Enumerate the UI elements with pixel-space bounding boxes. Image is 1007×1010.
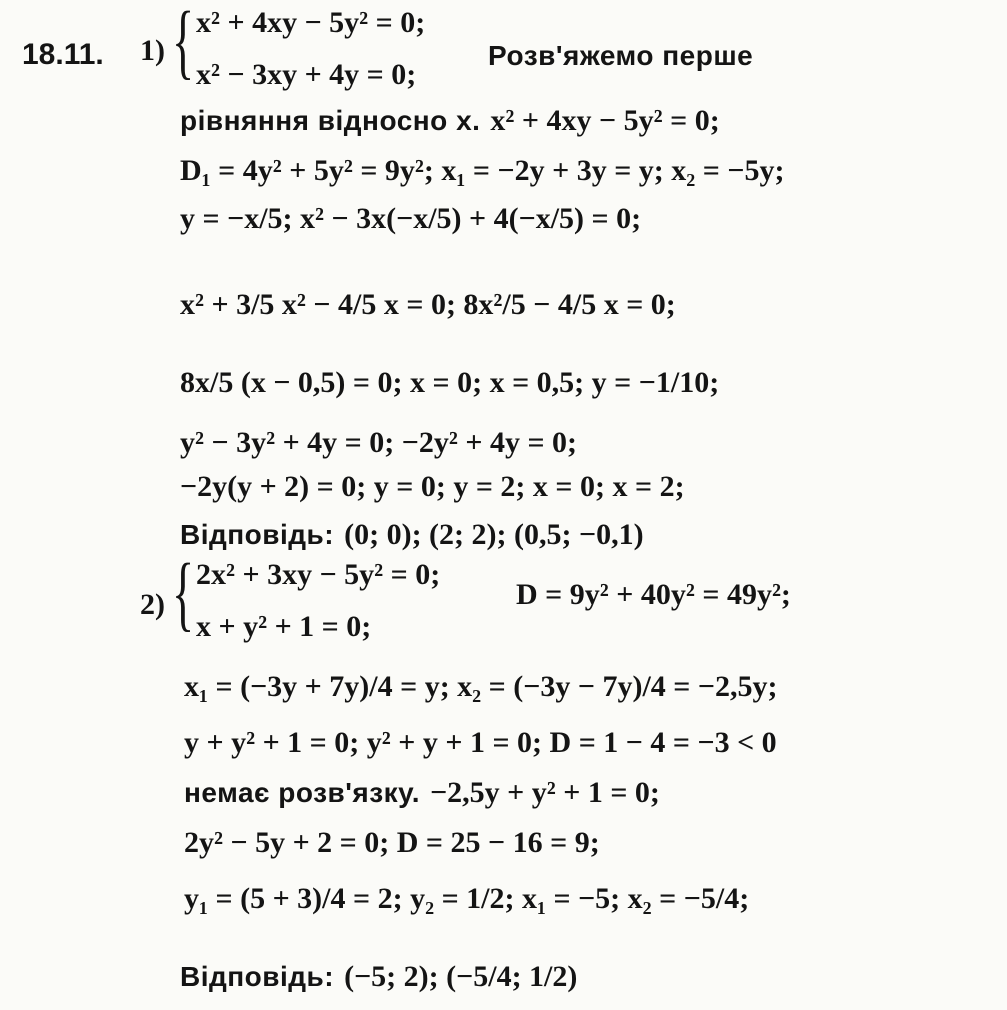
part2-line-5: 2y² − 5y + 2 = 0; D = 25 − 16 = 9; bbox=[184, 826, 600, 859]
part1-answer: (0; 0); (2; 2); (0,5; −0,1) bbox=[344, 518, 644, 551]
problem-number: 18.11. bbox=[22, 38, 104, 71]
part2-label: 2) bbox=[140, 588, 165, 621]
part2-line-2: x₁ = (−3y + 7y)/4 = y; x₂ = (−3y − 7y)/4 = −2,5y; bbox=[184, 670, 778, 703]
part2-line-4 bbox=[184, 778, 660, 808]
part2-line-3: y + y² + 1 = 0; y² + y + 1 = 0; D = 1 − 4 = −3 < 0 bbox=[184, 726, 777, 759]
part2-line-4-equation: −2,5y + y² + 1 = 0; bbox=[430, 776, 660, 809]
part2-line-4-text: немає розв'язку. bbox=[184, 777, 421, 808]
part1-line-4-text: y = −x/5; x² − 3x(−x/5) + 4(−x/5) = 0; bbox=[180, 202, 642, 235]
part1-answer-line bbox=[180, 520, 644, 550]
part1-intro-text: Розв'яжемо перше bbox=[488, 40, 754, 71]
system-brace: { bbox=[172, 0, 195, 88]
part1-equation-1: x² + 4xy − 5y² = 0; bbox=[196, 6, 426, 39]
part1-line-5: x² + 3/5 x² − 4/5 x = 0; 8x²/5 − 4/5 x = 0; bbox=[180, 288, 676, 321]
part2-line-6: y₁ = (5 + 3)/4 = 2; y₂ = 1/2; x₁ = −5; x₂ = −5/4; bbox=[184, 882, 750, 915]
part1-line-2-text: рівняння відносно x. bbox=[180, 105, 481, 136]
part2-answer-line bbox=[180, 962, 577, 992]
part1-line-3: D₁ = 4y² + 5y² = 9y²; x₁ = −2y + 3y = y; x₂ = −5y; bbox=[180, 154, 785, 187]
part1-label: 1) bbox=[140, 34, 165, 67]
part2-discriminant: D = 9y² + 40y² = 49y²; bbox=[516, 578, 791, 611]
part1-line-2-equation: x² + 4xy − 5y² = 0; bbox=[490, 104, 720, 137]
part2-answer: (−5; 2); (−5/4; 1/2) bbox=[344, 960, 578, 993]
part1-line-8: −2y(y + 2) = 0; y = 0; y = 2; x = 0; x = 2; bbox=[180, 470, 685, 503]
part1-equation-2: x² − 3xy + 4y = 0; bbox=[196, 58, 417, 91]
part1-line-7: y² − 3y² + 4y = 0; −2y² + 4y = 0; bbox=[180, 426, 578, 459]
system-brace: { bbox=[172, 547, 195, 640]
part1-line-2 bbox=[180, 106, 720, 136]
part2-equation-2: x + y² + 1 = 0; bbox=[196, 610, 372, 643]
part2-equation-1: 2x² + 3xy − 5y² = 0; bbox=[196, 558, 441, 591]
part2-answer-label: Відповідь: bbox=[180, 961, 335, 992]
part1-line-6: 8x/5 (x − 0,5) = 0; x = 0; x = 0,5; y = −1/10; bbox=[180, 366, 720, 399]
part1-line-4 bbox=[180, 204, 641, 234]
part1-answer-label: Відповідь: bbox=[180, 519, 335, 550]
